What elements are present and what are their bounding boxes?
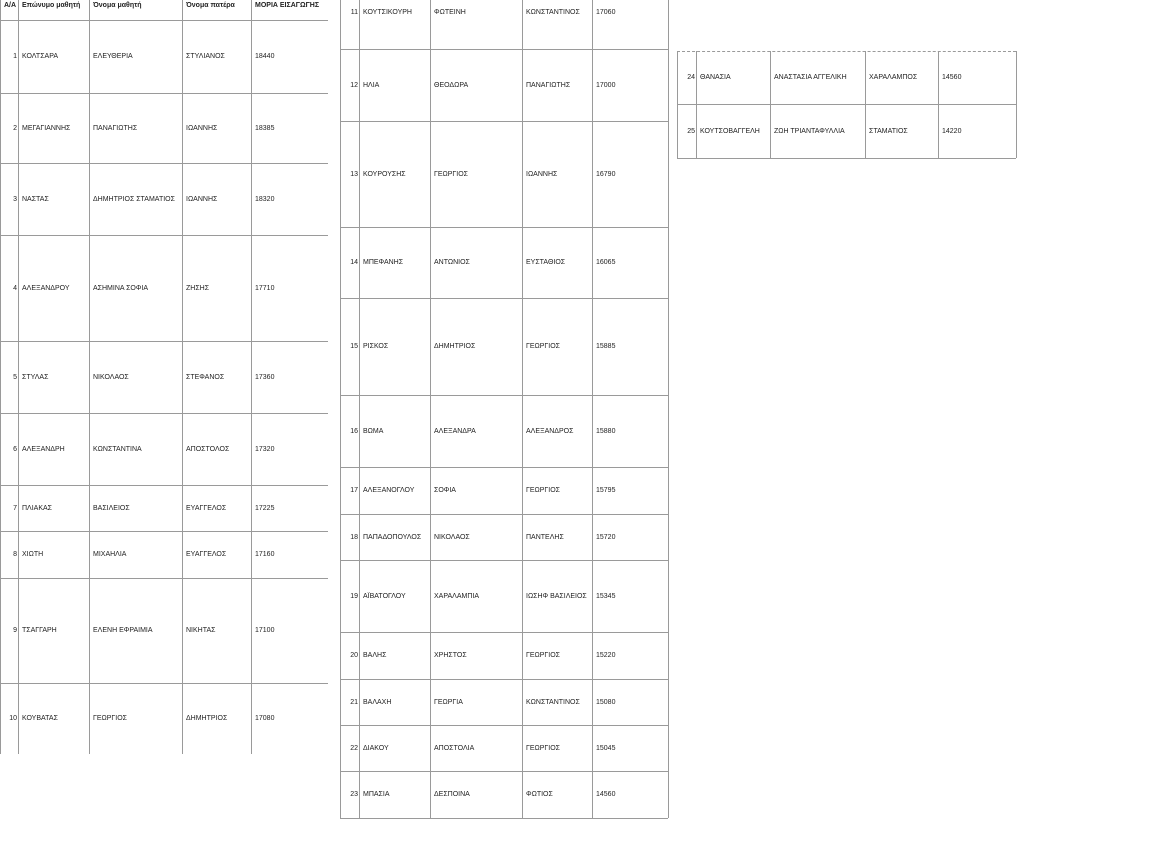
father-cell-text: ΠΑΝΤΕΛΗΣ [526, 533, 564, 541]
name-cell [432, 632, 522, 679]
row-divider [340, 725, 668, 726]
row-divider [677, 158, 1016, 159]
table-row [0, 514, 1164, 560]
table-row [0, 560, 1164, 632]
father-cell-text: ΔΗΜΗΤΡΙΟΣ [186, 715, 228, 722]
points-cell [594, 467, 668, 514]
name-cell [432, 679, 522, 725]
aa-cell-text: 8 [13, 551, 17, 558]
father-cell [524, 298, 592, 395]
points-cell-text: 14560 [596, 791, 616, 798]
surname-cell-text: ΠΛΙΑΚΑΣ [22, 504, 53, 512]
father-cell-text: ΚΩΝΣΤΑΝΤΙΝΟΣ [526, 8, 580, 16]
points-cell [940, 51, 1016, 104]
name-cell-text: ΑΝΑΣΤΑΣΙΑ ΑΓΓΕΛΙΚΗ [774, 74, 847, 81]
name-cell-text: ΑΛΕΞΑΝΔΡΑ [434, 427, 476, 435]
name-cell-text: ΘΕΟΔΩΡΑ [434, 81, 469, 89]
father-cell-text: ΧΑΡΑΛΑΜΠΟΣ [869, 74, 918, 81]
father-cell-text: ΦΩΤΙΟΣ [526, 791, 553, 798]
aa-cell [340, 679, 359, 725]
points-cell-text: 15045 [596, 744, 616, 752]
points-cell [594, 227, 668, 298]
name-cell-text: ΑΝΤΩΝΙΟΣ [434, 259, 470, 266]
surname-cell-text: ΘΑΝΑΣΙΑ [700, 74, 731, 81]
points-cell-text: 15795 [596, 487, 616, 494]
name-cell-text: ΓΕΩΡΓΙΑ [434, 698, 463, 706]
points-cell [594, 514, 668, 560]
surname-cell-text: ΑΛΕΞΑΝΔΡΟΥ [22, 284, 70, 292]
aa-cell-text: 2 [13, 124, 17, 132]
surname-cell-text: ΔΙΑΚΟΥ [363, 744, 389, 752]
father-cell-text: ΕΥΣΤΑΘΙΟΣ [526, 259, 566, 266]
column-header-text: Επώνυμο μαθητή [22, 2, 81, 9]
points-cell [594, 771, 668, 818]
aa-cell-text: 7 [13, 504, 17, 512]
points-cell-text: 15885 [596, 343, 616, 350]
father-cell-text: ΣΤΥΛΙΑΝΟΣ [186, 53, 225, 60]
points-cell-text: 17710 [255, 284, 275, 292]
points-cell-text: 18320 [255, 195, 275, 203]
name-cell-text: ΔΗΜΗΤΡΙΟΣ [434, 343, 476, 350]
name-cell-text: ΓΕΩΡΓΙΟΣ [434, 170, 468, 178]
table-row [0, 771, 1164, 818]
table-row [0, 227, 1164, 298]
father-cell [524, 560, 592, 632]
row-divider [340, 514, 668, 515]
points-cell [594, 725, 668, 771]
father-cell-text: ΙΩΑΝΝΗΣ [186, 124, 218, 132]
name-cell [432, 771, 522, 818]
name-cell-text: ΕΛΕΝΗ ΕΦΡΑΙΜΙΑ [93, 627, 153, 634]
name-cell-text: ΜΙΧΑΗΛΙΑ [93, 551, 127, 558]
points-cell-text: 17100 [255, 627, 275, 634]
points-cell-text: 17080 [255, 715, 275, 722]
surname-cell-text: ΜΕΓΑΓΙΑΝΝΗΣ [22, 124, 71, 132]
aa-cell [340, 227, 359, 298]
aa-cell-text: 6 [13, 445, 17, 453]
name-cell-text: ΝΙΚΟΛΑΟΣ [93, 373, 129, 381]
points-cell-text: 17360 [255, 373, 275, 381]
aa-cell-text: 22 [350, 744, 358, 752]
aa-cell-text: 13 [350, 170, 358, 178]
name-cell-text: ΚΩΝΣΤΑΝΤΙΝΑ [93, 445, 142, 453]
surname-cell-text: ΠΑΠΑΔΟΠΟΥΛΟΣ [363, 533, 422, 541]
name-cell [432, 227, 522, 298]
points-cell-text: 18385 [255, 124, 275, 132]
name-cell-text: ΔΗΜΗΤΡΙΟΣ ΣΤΑΜΑΤΙΟΣ [93, 195, 175, 203]
aa-cell [340, 560, 359, 632]
points-cell-text: 16065 [596, 259, 616, 266]
row-divider [340, 227, 668, 228]
points-cell [594, 395, 668, 467]
father-cell-text: ΣΤΑΜΑΤΙΟΣ [869, 127, 908, 135]
father-cell [524, 467, 592, 514]
aa-cell-text: 16 [350, 427, 358, 435]
table-row [0, 395, 1164, 467]
points-cell-text: 18440 [255, 53, 275, 60]
surname-cell-text: ΡΙΣΚΟΣ [363, 343, 389, 350]
surname-cell [361, 679, 430, 725]
name-cell [432, 467, 522, 514]
aa-cell [677, 51, 696, 104]
points-cell [594, 632, 668, 679]
surname-cell-text: ΚΟΥΤΣΙΚΟΥΡΗ [363, 8, 412, 16]
table-row [0, 679, 1164, 725]
aa-cell [340, 771, 359, 818]
name-cell-text: ΑΠΟΣΤΟΛΙΑ [434, 744, 475, 752]
column-header-text: ΜΟΡΙΑ ΕΙΣΑΓΩΓΗΣ [255, 2, 320, 9]
father-cell-text: ΙΩΑΝΝΗΣ [186, 195, 218, 203]
points-cell-text: 15880 [596, 427, 616, 435]
surname-cell [361, 514, 430, 560]
column-divider [1016, 51, 1017, 158]
name-cell [432, 298, 522, 395]
surname-cell-text: ΚΟΛΤΣΑΡΑ [22, 53, 59, 60]
name-cell-text: ΑΣΗΜΙΝΑ ΣΟΦΙΑ [93, 284, 149, 292]
name-cell-text: ΖΩΗ ΤΡΙΑΝΤΑΦΥΛΛΙΑ [774, 127, 845, 135]
points-cell [940, 104, 1016, 158]
father-cell-text: ΑΛΕΞΑΝΔΡΟΣ [526, 427, 574, 435]
father-cell [867, 104, 938, 158]
father-cell-text: ΚΩΝΣΤΑΝΤΙΝΟΣ [526, 698, 580, 706]
row-divider [677, 104, 1016, 105]
surname-cell-text: ΧΙΩΤΗ [22, 551, 44, 558]
aa-cell [340, 467, 359, 514]
aa-cell-text: 12 [350, 81, 358, 89]
aa-cell-text: 10 [9, 715, 17, 722]
points-cell-text: 17160 [255, 551, 275, 558]
father-cell [524, 227, 592, 298]
surname-cell-text: ΣΤΥΛΑΣ [22, 373, 49, 381]
aa-cell [340, 298, 359, 395]
surname-cell-text: ΝΑΣΤΑΣ [22, 195, 49, 203]
name-cell-text: ΠΑΝΑΓΙΩΤΗΣ [93, 124, 138, 132]
name-cell-text: ΧΑΡΑΛΑΜΠΙΑ [434, 592, 480, 600]
surname-cell [361, 0, 430, 49]
father-cell-text: ΕΥΑΓΓΕΛΟΣ [186, 504, 227, 512]
aa-cell-text: 24 [687, 74, 695, 81]
column-header-text: Όνομα μαθητή [93, 2, 142, 9]
aa-cell [340, 0, 359, 49]
surname-cell [698, 104, 770, 158]
name-cell [772, 51, 865, 104]
surname-cell [361, 298, 430, 395]
name-cell-text: ΓΕΩΡΓΙΟΣ [93, 715, 127, 722]
points-cell [594, 298, 668, 395]
surname-cell-text: ΒΑΛΑΧΗ [363, 698, 392, 706]
aa-cell-text: 1 [13, 53, 17, 60]
aa-cell [340, 514, 359, 560]
aa-cell-text: 3 [13, 195, 17, 203]
surname-cell-text: ΜΠΕΦΑΝΗΣ [363, 259, 404, 266]
points-cell-text: 17060 [596, 8, 616, 16]
table-row [0, 725, 1164, 771]
surname-cell-text: ΑΛΕΞΑΝΔΡΗ [22, 445, 65, 453]
father-cell [524, 514, 592, 560]
father-cell [524, 0, 592, 49]
surname-cell [361, 227, 430, 298]
row-divider [340, 818, 668, 819]
name-cell-text: ΝΙΚΟΛΑΟΣ [434, 533, 470, 541]
father-cell-text: ΠΑΝΑΓΙΩΤΗΣ [526, 81, 571, 89]
surname-cell-text: ΚΟΥΒΑΤΑΣ [22, 715, 58, 722]
surname-cell [698, 51, 770, 104]
aa-cell [340, 632, 359, 679]
father-cell [524, 679, 592, 725]
table-row [0, 632, 1164, 679]
name-cell [432, 395, 522, 467]
table-row [0, 104, 1164, 158]
father-cell-text: ΝΙΚΗΤΑΣ [186, 627, 216, 634]
father-cell [524, 771, 592, 818]
column-header-text: Α/Α [4, 2, 17, 9]
surname-cell [361, 771, 430, 818]
surname-cell [361, 725, 430, 771]
row-divider [340, 395, 668, 396]
row-divider [340, 771, 668, 772]
aa-cell [677, 104, 696, 158]
father-cell-text: ΓΕΩΡΓΙΟΣ [526, 487, 560, 494]
surname-cell [361, 467, 430, 514]
row-divider-dashed [677, 51, 1016, 52]
aa-cell [340, 395, 359, 467]
name-cell-text: ΧΡΗΣΤΟΣ [434, 652, 467, 659]
name-cell-text: ΦΩΤΕΙΝΗ [434, 8, 466, 16]
points-cell [594, 0, 668, 49]
father-cell-text: ΓΕΩΡΓΙΟΣ [526, 343, 560, 350]
father-cell-text: ΙΩΑΝΝΗΣ [526, 170, 558, 178]
points-cell-text: 17320 [255, 445, 275, 453]
father-cell-text: ΓΕΩΡΓΙΟΣ [526, 652, 560, 659]
aa-cell-text: 20 [350, 652, 358, 659]
surname-cell-text: ΑΪΒΑΤΟΓΛΟΥ [363, 592, 406, 600]
surname-cell-text: ΑΛΕΞΑΝΟΓΛΟΥ [363, 487, 415, 494]
surname-cell-text: ΤΣΑΓΓΑΡΗ [22, 627, 57, 634]
father-cell [524, 632, 592, 679]
aa-cell-text: 23 [350, 791, 358, 798]
father-cell-text: ΑΠΟΣΤΟΛΟΣ [186, 445, 230, 453]
points-cell [594, 679, 668, 725]
father-cell [524, 725, 592, 771]
column-header-text: Όνομα πατέρα [186, 2, 235, 9]
row-divider [340, 49, 668, 50]
row-divider [340, 560, 668, 561]
father-cell [524, 395, 592, 467]
table-row [0, 0, 1164, 49]
points-cell-text: 15720 [596, 533, 616, 541]
surname-cell-text: ΜΠΑΣΙΑ [363, 791, 390, 798]
aa-cell-text: 5 [13, 373, 17, 381]
surname-cell-text: ΒΑΛΗΣ [363, 652, 387, 659]
row-divider [340, 679, 668, 680]
name-cell [432, 725, 522, 771]
father-cell [867, 51, 938, 104]
surname-cell [361, 632, 430, 679]
row-divider [340, 632, 668, 633]
name-cell-text: ΒΑΣΙΛΕΙΟΣ [93, 504, 130, 512]
surname-cell-text: ΚΟΥΤΣΟΒΑΓΓΕΛΗ [700, 127, 760, 135]
father-cell-text: ΣΤΕΦΑΝΟΣ [186, 373, 225, 381]
name-cell-text: ΕΛΕΥΘΕΡΙΑ [93, 53, 133, 60]
name-cell [772, 104, 865, 158]
points-cell-text: 17000 [596, 81, 616, 89]
father-cell-text: ΓΕΩΡΓΙΟΣ [526, 744, 560, 752]
surname-cell-text: ΒΩΜΑ [363, 427, 384, 435]
aa-cell-text: 17 [350, 487, 358, 494]
points-cell-text: 16790 [596, 170, 616, 178]
points-cell-text: 17225 [255, 504, 275, 512]
points-cell-text: 15220 [596, 652, 616, 659]
father-cell-text: ΕΥΑΓΓΕΛΟΣ [186, 551, 227, 558]
table-row [0, 467, 1164, 514]
aa-cell-text: 9 [13, 627, 17, 634]
aa-cell-text: 11 [350, 8, 358, 16]
aa-cell [340, 725, 359, 771]
surname-cell-text: ΗΛΙΑ [363, 81, 380, 89]
aa-cell-text: 18 [350, 533, 358, 541]
table-row [0, 51, 1164, 104]
name-cell [432, 0, 522, 49]
aa-cell-text: 25 [687, 127, 695, 135]
row-divider [340, 467, 668, 468]
points-cell-text: 15345 [596, 592, 616, 600]
points-cell-text: 14560 [942, 74, 962, 81]
name-cell-text: ΔΕΣΠΟΙΝΑ [434, 791, 470, 798]
aa-cell-text: 21 [350, 698, 358, 706]
row-divider [340, 298, 668, 299]
father-cell-text: ΖΗΣΗΣ [186, 284, 210, 292]
surname-cell [361, 560, 430, 632]
name-cell-text: ΣΟΦΙΑ [434, 487, 456, 494]
aa-cell-text: 14 [350, 259, 358, 266]
father-cell-text: ΙΩΣΗΦ ΒΑΣΙΛΕΙΟΣ [526, 592, 587, 600]
surname-cell [361, 395, 430, 467]
name-cell [432, 560, 522, 632]
name-cell [432, 514, 522, 560]
aa-cell-text: 19 [350, 592, 358, 600]
aa-cell-text: 4 [13, 284, 17, 292]
points-cell [594, 560, 668, 632]
table-row [0, 298, 1164, 395]
points-cell-text: 15080 [596, 698, 616, 706]
points-cell-text: 14220 [942, 127, 962, 135]
surname-cell-text: ΚΟΥΡΟΥΣΗΣ [363, 170, 406, 178]
aa-cell-text: 15 [350, 343, 358, 350]
